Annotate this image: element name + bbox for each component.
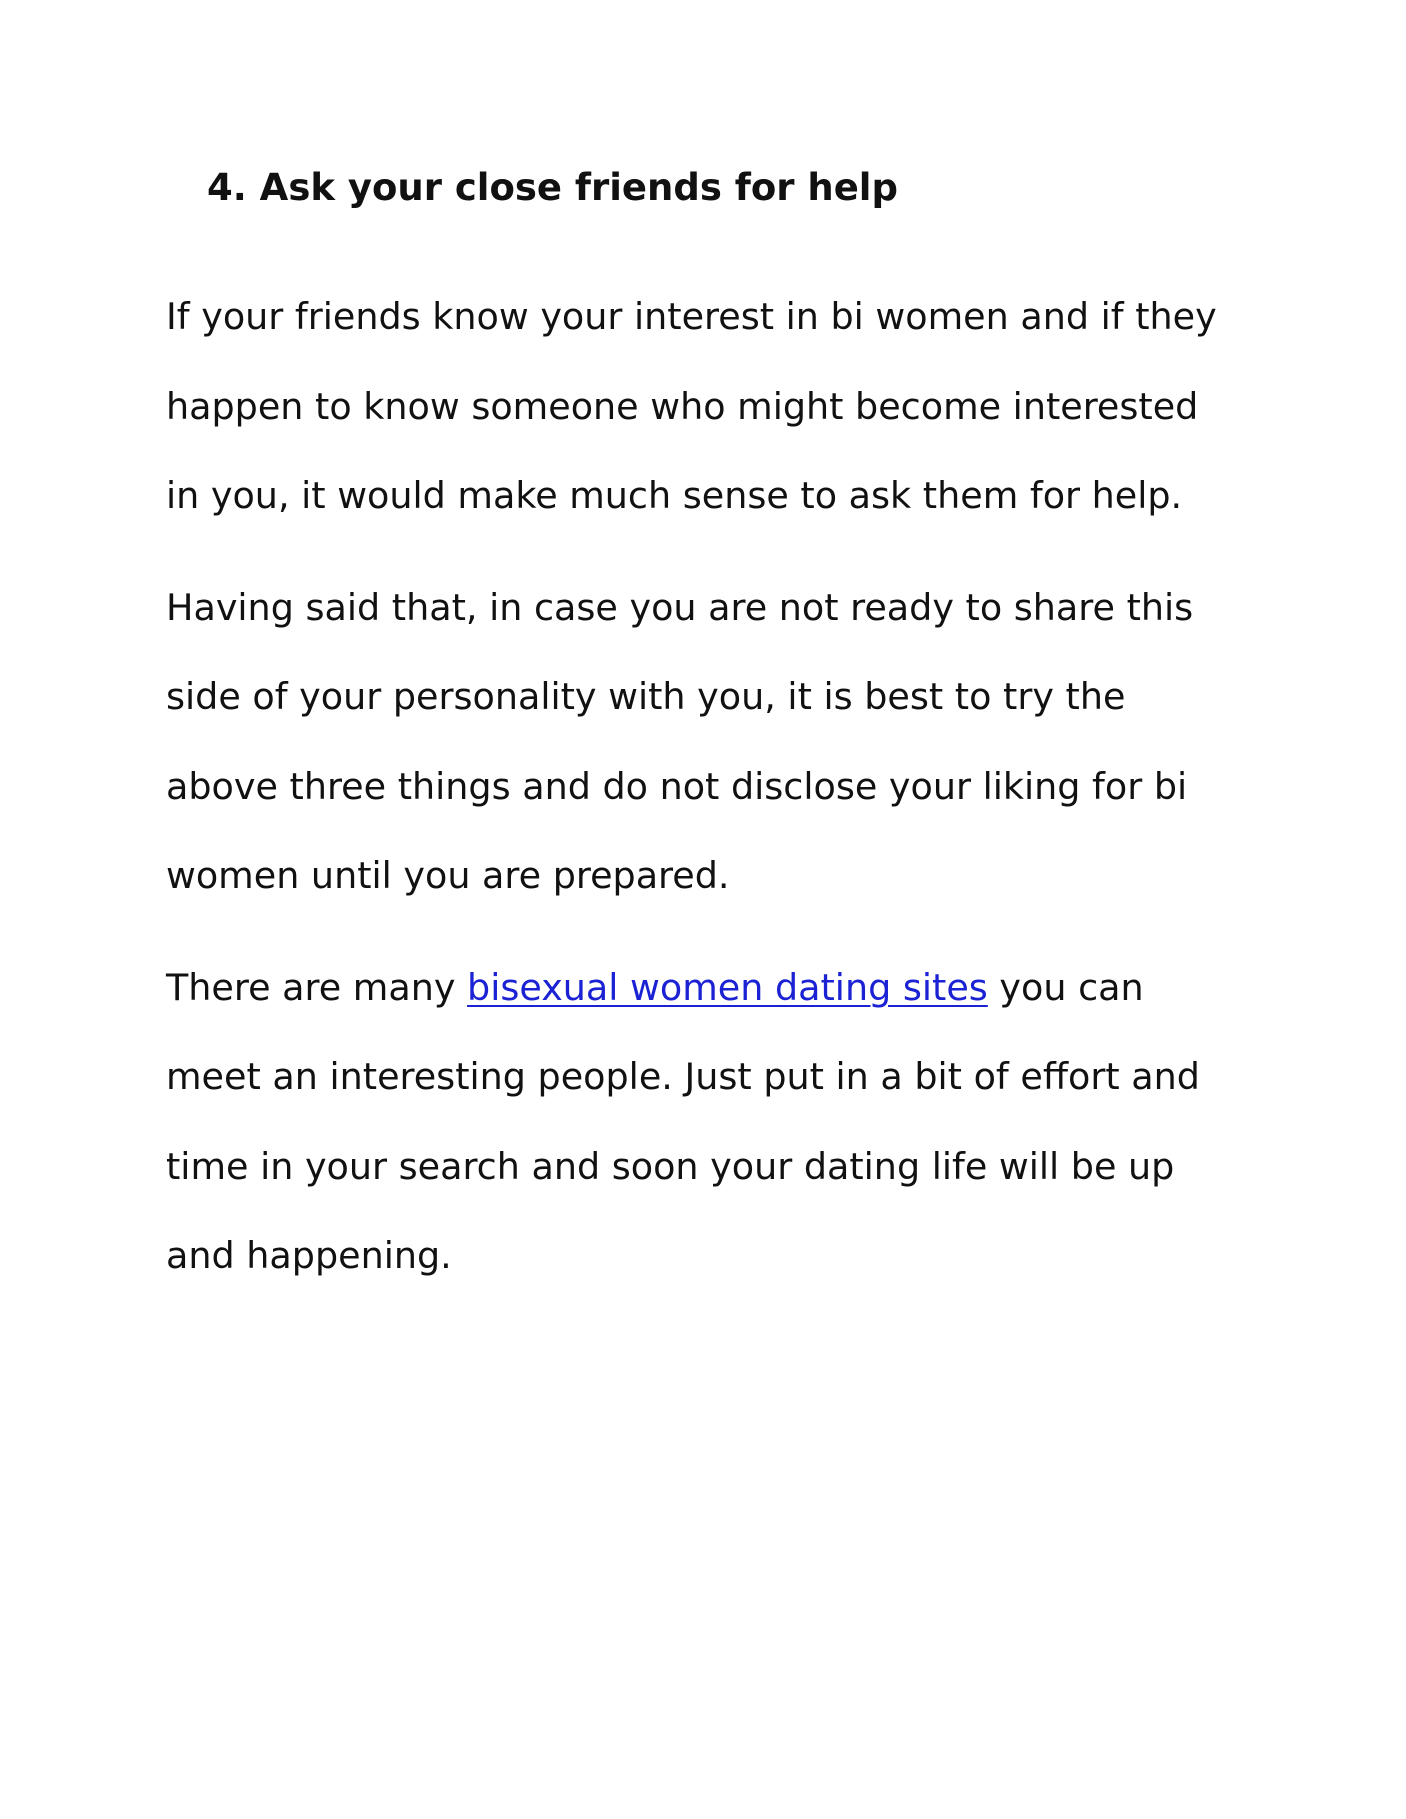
text-line: in you, it would make much sense to ask them for help. [166, 474, 1183, 517]
body-text [166, 272, 1286, 1323]
paragraph-friends-help [166, 272, 1286, 541]
text-line-with-link [166, 943, 1286, 1033]
text-line: meet an interesting people. Just put in a bit of effort and [166, 1055, 1200, 1098]
paragraph-not-ready [166, 563, 1286, 921]
section-heading: 4. Ask your close friends for help [207, 166, 898, 209]
text-line: and happening. [166, 1234, 452, 1277]
text-line: women until you are prepared. [166, 854, 730, 897]
text-line: side of your personality with you, it is best to try the [166, 675, 1126, 718]
paragraph-dating-sites [166, 943, 1286, 1301]
text-line: above three things and do not disclose your liking for bi [166, 764, 1188, 808]
text-line: happen to know someone who might become interested [166, 384, 1199, 428]
text-after-link: you can [987, 965, 1144, 1009]
text-before-link: There are many [166, 965, 468, 1009]
bisexual-dating-sites-link[interactable]: bisexual women dating sites [467, 965, 988, 1009]
text-line: time in your search and soon your dating life will be up [166, 1144, 1175, 1188]
text-line: Having said that, in case you are not ready to share this [166, 585, 1194, 629]
text-line: If your friends know your interest in bi women and if they [166, 295, 1217, 338]
